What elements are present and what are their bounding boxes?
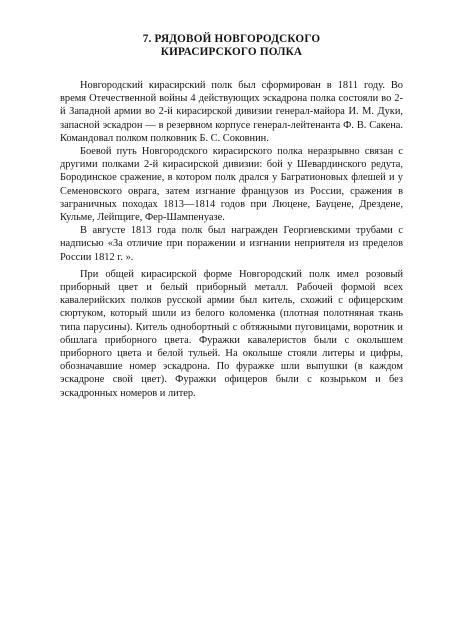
title-line-1: 7. РЯДОВОЙ НОВГОРОДСКОГО xyxy=(142,33,321,45)
paragraph-formation: Новгородский кирасирский полк был сформирован в 1811 году. Во время Отечественной войны 4 действующих эскадрона полка состояли во 2-й Западной армии во 2-й кирасирской дивизии генерал-майора И. М. Дуки, запасной эскадрон — в резервном корпусе генерал-лейтенанта Ф. В. Сакена. Командовал полком полковник Б. С. Соковнин. xyxy=(60,80,403,144)
title-line-2: КИРАСИРСКОГО ПОЛКА xyxy=(160,46,303,58)
paragraph-uniform: При общей кирасирской форме Новгородский полк имел розовый приборный цвет и белый приборный металл. Рабочей формой всех кавалерийских полков русской армии был китель, схожий с офицерским сюртуком, который шили из белого коломенка (плотная полотняная ткань типа парусины). Китель однобортный с обтяжными пуговицами, воротник и обшлага приборного цвета. Фуражки кавалеристов были с околышем приборного цвета и белой тульей. На околыше стояли литеры и цифры, обозначавшие номер эскадрона. По фуражке шли выпушки (в каждом эскадроне свой цвет). Фуражки офицеров были с козырьком и без эскадронных номеров и литер. xyxy=(60,268,403,399)
paragraph-combat-path: Боевой путь Новгородского кирасирского полка неразрывно связан с другими полками 2-й кирасирской дивизии: бой у Шевардинского редута, Бородинское сражение, в котором полк дрался у Багратионовых флешей и у Семеновского оврага, затем изгнание французов из России, сражения в заграничных походах 1813—1814 годов при Люцене, Бауцене, Дрездене, Кульме, Лейпциге, Фер-Шампенуазе. xyxy=(60,146,403,224)
paragraph-award: В августе 1813 года полк был награжден Георгиевскими трубами с надписью «За отличие при поражении и изгнании неприятеля из пределов России 1812 г. ». xyxy=(60,225,403,263)
page-title xyxy=(60,33,403,59)
